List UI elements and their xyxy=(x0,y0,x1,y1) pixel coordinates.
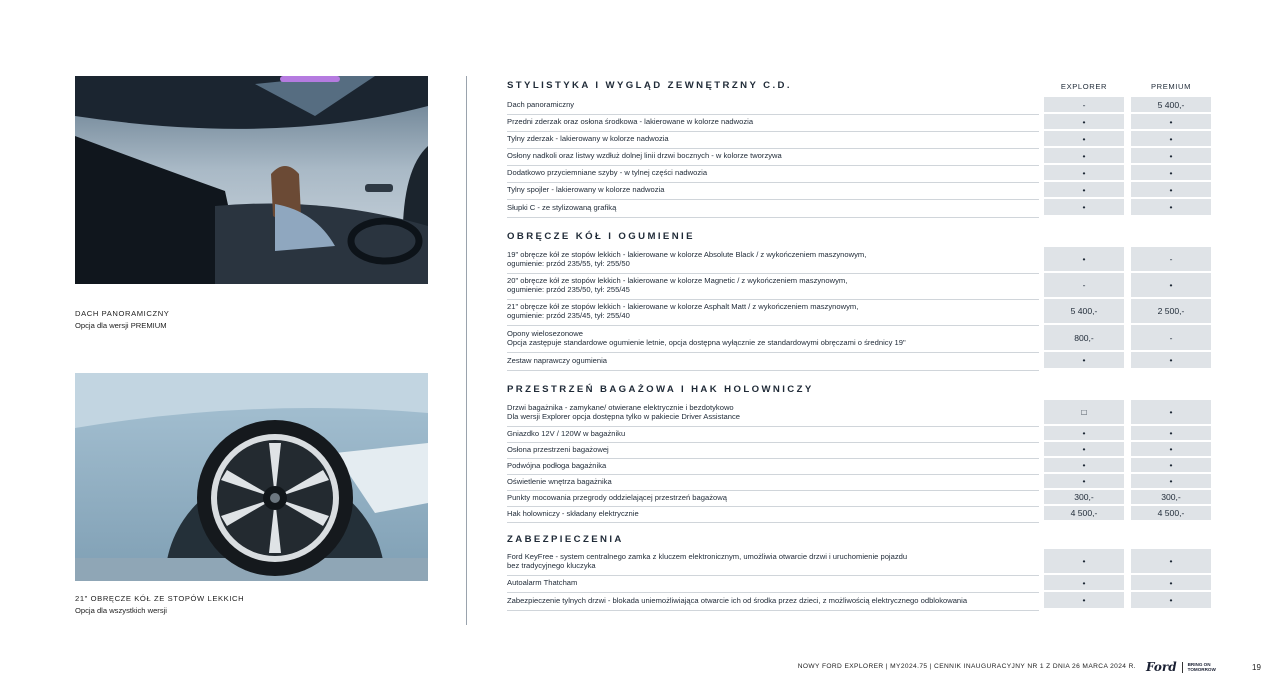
page-number: 19 xyxy=(1252,663,1261,672)
vertical-divider xyxy=(466,76,467,625)
cell-explorer: • xyxy=(1044,575,1124,590)
row-label xyxy=(507,352,1039,371)
cell-explorer: 4 500,- xyxy=(1044,506,1124,520)
row-label-main: 19" obręcze kół ze stopów lekkich - lakierowane w kolorze Absolute Black / z wykończeniem maszynowym, xyxy=(507,250,867,260)
ford-logo-text: Ford xyxy=(1146,660,1177,674)
cell-premium: • xyxy=(1131,549,1211,573)
cell-explorer: - xyxy=(1044,97,1124,112)
cell-explorer: • xyxy=(1044,148,1124,163)
row-label-main: Zabezpieczenie tylnych drzwi - blokada uniemożliwiająca otwarcie ich od środka przez dzieci, z możliwością elektrycznego odblokowania xyxy=(507,595,968,605)
row-label xyxy=(507,575,1039,593)
row-label-main: Słupki C - ze stylizowaną grafiką xyxy=(507,202,617,212)
table-row xyxy=(505,247,1212,273)
row-label xyxy=(507,148,1039,166)
cell-premium: • xyxy=(1131,592,1211,608)
row-label-note: ogumienie: przód 235/50, tył: 255/45 xyxy=(507,285,630,294)
cell-premium: • xyxy=(1131,199,1211,215)
cell-explorer: • xyxy=(1044,199,1124,215)
row-label-main: Osłona przestrzeni bagażowej xyxy=(507,444,609,454)
table-row xyxy=(505,182,1212,199)
table-row xyxy=(505,592,1212,610)
table-row xyxy=(505,400,1212,426)
logo-tagline-line2: TOMORROW xyxy=(1187,667,1216,672)
row-label xyxy=(507,299,1039,326)
row-label xyxy=(507,273,1039,300)
photo-caption-subtitle: Opcja dla wersji PREMIUM xyxy=(75,321,167,330)
cell-explorer: • xyxy=(1044,165,1124,180)
row-label-main: Drzwi bagażnika - zamykane/ otwierane elektrycznie i bezdotykowo xyxy=(507,403,734,413)
row-label xyxy=(507,97,1039,115)
cell-premium: • xyxy=(1131,400,1211,424)
table-row xyxy=(505,575,1212,592)
row-label-note: ogumienie: przód 235/55, tył: 255/50 xyxy=(507,259,630,268)
row-label-main: Tylny spojler - lakierowany w kolorze nadwozia xyxy=(507,185,665,195)
row-label xyxy=(507,442,1039,459)
cell-premium: • xyxy=(1131,131,1211,146)
cell-premium: • xyxy=(1131,426,1211,440)
row-label xyxy=(507,325,1039,353)
row-label-main: Opony wielosezonowe xyxy=(507,328,583,338)
section-title-exterior: STYLISTYKA I WYGLĄD ZEWNĘTRZNY C.D. xyxy=(507,80,792,91)
row-label xyxy=(507,549,1039,576)
table-row xyxy=(505,131,1212,148)
logo-tagline-line1: BRING ON xyxy=(1187,662,1211,667)
table-row xyxy=(505,299,1212,325)
cell-explorer: • xyxy=(1044,549,1124,573)
photo-caption-wheel xyxy=(75,593,244,617)
table-row xyxy=(505,199,1212,217)
cell-explorer: 5 400,- xyxy=(1044,299,1124,323)
footer-text: NOWY FORD EXPLORER | MY2024.75 | CENNIK INAUGURACYJNY NR 1 Z DNIA 26 MARCA 2024 R. xyxy=(797,663,1136,670)
row-label xyxy=(507,131,1039,149)
cell-premium: • xyxy=(1131,352,1211,368)
table-row xyxy=(505,426,1212,442)
cell-explorer: • xyxy=(1044,247,1124,271)
table-row xyxy=(505,165,1212,182)
row-label-main: Tylny zderzak - lakierowany w kolorze nadwozia xyxy=(507,134,669,144)
row-label xyxy=(507,247,1039,274)
cell-premium: • xyxy=(1131,575,1211,590)
cell-premium: - xyxy=(1131,247,1211,271)
table-row xyxy=(505,442,1212,458)
cell-premium: 5 400,- xyxy=(1131,97,1211,112)
row-label xyxy=(507,426,1039,443)
row-label-main: Dodatkowo przyciemniane szyby - w tylnej części nadwozia xyxy=(507,168,708,178)
row-label xyxy=(507,458,1039,475)
cell-premium: - xyxy=(1131,325,1211,350)
section-title-security: ZABEZPIECZENIA xyxy=(507,534,624,545)
table-row xyxy=(505,325,1212,352)
row-label-main: Ford KeyFree - system centralnego zamka z kluczem elektronicznym, umożliwia otwarcie drzwi i uruchomienie pojazdu xyxy=(507,552,908,562)
cell-explorer: • xyxy=(1044,182,1124,197)
row-label-note: bez tradycyjnego kluczyka xyxy=(507,561,596,570)
row-label xyxy=(507,199,1039,218)
cell-premium: • xyxy=(1131,165,1211,180)
cell-explorer: • xyxy=(1044,442,1124,456)
cell-explorer: • xyxy=(1044,352,1124,368)
cell-explorer: 800,- xyxy=(1044,325,1124,350)
row-label xyxy=(507,592,1039,611)
ford-logo xyxy=(1146,660,1216,674)
row-label-note: Dla wersji Explorer opcja dostępna tylko w pakiecie Driver Assistance xyxy=(507,412,740,421)
cell-explorer: • xyxy=(1044,474,1124,488)
logo-separator xyxy=(1182,662,1183,673)
cell-premium: • xyxy=(1131,148,1211,163)
cell-premium: 300,- xyxy=(1131,490,1211,504)
photo-caption-roof xyxy=(75,308,169,332)
section-title-wheels: OBRĘCZE KÓŁ I OGUMIENIE xyxy=(507,231,695,242)
table-row xyxy=(505,148,1212,165)
photo-caption-title: DACH PANORAMICZNY xyxy=(75,309,170,318)
row-label-main: Gniazdko 12V / 120W w bagażniku xyxy=(507,428,626,438)
column-header-premium: PREMIUM xyxy=(1150,82,1192,91)
cell-premium: • xyxy=(1131,474,1211,488)
row-label-main: 21" obręcze kół ze stopów lekkich - lakierowane w kolorze Asphalt Matt / z wykończeniem maszynowym, xyxy=(507,302,859,312)
cell-premium: 2 500,- xyxy=(1131,299,1211,323)
row-label-main: 20" obręcze kół ze stopów lekkich - lakierowane w kolorze Magnetic / z wykończeniem maszynowym, xyxy=(507,276,848,286)
table-row xyxy=(505,352,1212,370)
panoramic-roof-photo xyxy=(75,76,428,284)
row-label-main: Autoalarm Thatcham xyxy=(507,578,578,588)
photo-caption-title: 21" OBRĘCZE KÓŁ ZE STOPÓW LEKKICH xyxy=(75,594,245,603)
row-label-main: Hak holowniczy - składany elektrycznie xyxy=(507,508,639,518)
cell-premium: • xyxy=(1131,458,1211,472)
cell-premium: • xyxy=(1131,273,1211,297)
row-label-note: ogumienie: przód 235/45, tył: 255/40 xyxy=(507,311,630,320)
row-label-main: Przedni zderzak oraz osłona środkowa - lakierowane w kolorze nadwozia xyxy=(507,117,754,127)
logo-tagline xyxy=(1188,662,1216,672)
cell-explorer: 300,- xyxy=(1044,490,1124,504)
row-label xyxy=(507,474,1039,491)
cell-explorer: - xyxy=(1044,273,1124,297)
photo-caption-subtitle: Opcja dla wszystkich wersji xyxy=(75,606,167,615)
row-label xyxy=(507,490,1039,507)
row-label xyxy=(507,114,1039,132)
table-row xyxy=(505,506,1212,522)
table-row xyxy=(505,474,1212,490)
row-label-main: Zestaw naprawczy ogumienia xyxy=(507,355,608,365)
alloy-wheel-photo xyxy=(75,373,428,581)
cell-explorer: • xyxy=(1044,458,1124,472)
section-title-cargo: PRZESTRZEŃ BAGAŻOWA I HAK HOLOWNICZY xyxy=(507,384,814,395)
table-row xyxy=(505,549,1212,575)
table-row xyxy=(505,458,1212,474)
row-label-main: Dach panoramiczny xyxy=(507,100,575,110)
row-label xyxy=(507,182,1039,200)
cell-explorer: • xyxy=(1044,592,1124,608)
table-row xyxy=(505,273,1212,299)
cell-explorer: • xyxy=(1044,426,1124,440)
row-label-main: Oświetlenie wnętrza bagażnika xyxy=(507,476,612,486)
table-row xyxy=(505,114,1212,131)
row-label xyxy=(507,506,1039,523)
table-row xyxy=(505,490,1212,506)
column-header-explorer: EXPLORER xyxy=(1060,82,1108,91)
row-label xyxy=(507,165,1039,183)
row-label-main: Podwójna podłoga bagażnika xyxy=(507,460,607,470)
cell-explorer: □ xyxy=(1044,400,1124,424)
row-label-main: Osłony nadkoli oraz listwy wzdłuż dolnej linii drzwi bocznych - w kolorze tworzywa xyxy=(507,151,782,161)
cell-premium: • xyxy=(1131,442,1211,456)
cell-premium: 4 500,- xyxy=(1131,506,1211,520)
table-row xyxy=(505,97,1212,114)
row-label-main: Punkty mocowania przegrody oddzielającej przestrzeń bagażową xyxy=(507,492,727,502)
cell-explorer: • xyxy=(1044,131,1124,146)
cell-premium: • xyxy=(1131,182,1211,197)
row-label xyxy=(507,400,1039,427)
cell-premium: • xyxy=(1131,114,1211,129)
cell-explorer: • xyxy=(1044,114,1124,129)
row-label-note: Opcja zastępuje standardowe ogumienie letnie, opcja dostępna wyłącznie ze standardowymi obręczami o średnicy 19" xyxy=(507,337,906,347)
